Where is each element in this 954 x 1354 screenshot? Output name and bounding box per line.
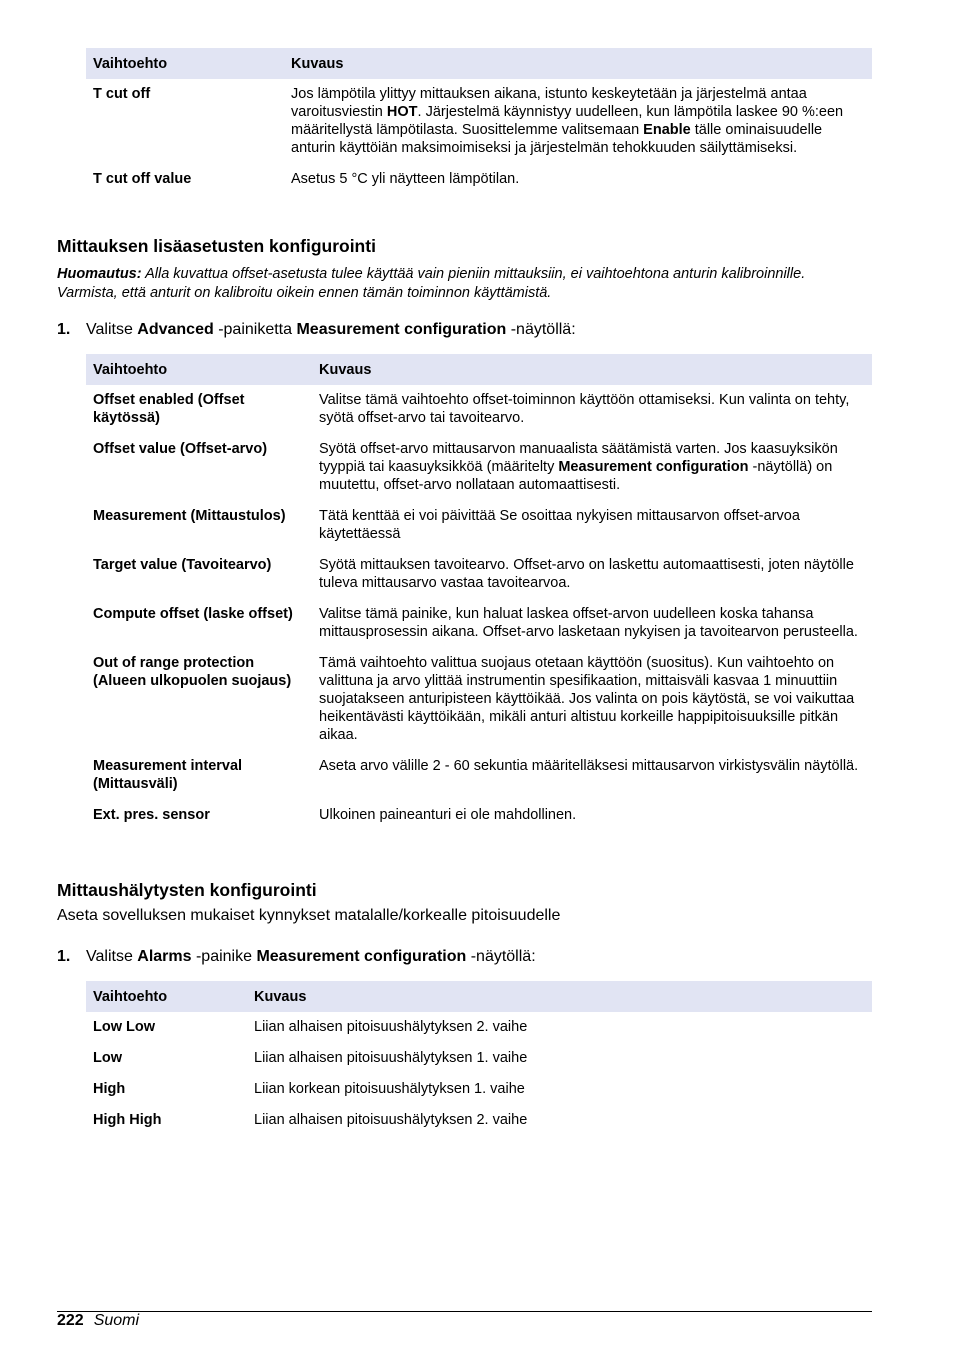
text-run: -näytöllä:	[466, 948, 536, 965]
text-run: Syötä mittauksen tavoitearvo. Offset-arvo on laskettu automaattisesti, joten näytölle tuleva mittausarvo vastaa tavoitearvoa.	[319, 557, 854, 591]
step-alarms	[57, 948, 536, 966]
text-run: Liian korkean pitoisuushälytyksen 1. vaihe	[254, 1081, 525, 1097]
option-description	[312, 648, 872, 751]
text-run: Liian alhaisen pitoisuushälytyksen 2. vaihe	[254, 1112, 528, 1128]
text-run: Asetus 5 °C yli näytteen lämpötilan.	[291, 171, 520, 187]
option-description	[284, 79, 872, 164]
alarms-intro: Aseta sovelluksen mukaiset kynnykset matalalle/korkealle pitoisuudelle	[57, 907, 561, 924]
text-run: -näytöllä) on muutettu, offset-arvo nollataan automaattisesti.	[319, 459, 833, 493]
temperature-options-table	[86, 48, 872, 195]
option-name: Target value (Tavoitearvo)	[93, 557, 272, 573]
section-heading-advanced: Mittauksen lisäasetusten konfigurointi	[57, 236, 376, 256]
table-row	[86, 599, 872, 648]
note-label: Huomautus:	[57, 266, 142, 282]
text-run: Jos lämpötila ylittyy mittauksen aikana, istunto keskeytetään ja järjestelmä antaa varoitusviestin	[291, 86, 807, 120]
table-row	[86, 1012, 872, 1043]
table-row	[86, 501, 872, 550]
step-number: 1.	[57, 321, 71, 338]
option-name: Out of range protection (Alueen ulkopuolen suojaus)	[93, 655, 292, 689]
table-row	[86, 800, 872, 831]
table-row	[86, 648, 872, 751]
table-row	[86, 1105, 872, 1136]
option-description	[247, 1043, 872, 1074]
table-header-row	[86, 354, 872, 385]
option-description	[312, 501, 872, 550]
table-row	[86, 1043, 872, 1074]
text-run: Aseta arvo välille 2 - 60 sekuntia määritelläksesi mittausarvon virkistysvälin näytöllä.	[319, 758, 859, 774]
text-run: -painiketta	[213, 321, 297, 338]
column-header-description: Kuvaus	[284, 48, 872, 79]
text-run: Tätä kenttää ei voi päivittää Se osoittaa nykyisen mittausarvon offset-arvoa käytettäessä	[319, 508, 800, 542]
option-name: T cut off	[93, 86, 151, 102]
text-run: Valitse tämä vaihtoehto offset-toiminnon käyttöön ottamiseksi. Kun valinta on tehty, syötä offset-arvo tai tavoitearvo.	[319, 392, 850, 426]
option-description	[247, 1074, 872, 1105]
bold-term: Measurement configuration	[256, 948, 467, 965]
step-advanced	[57, 321, 576, 339]
text-run: . Järjestelmä käynnistyy uudelleen, kun lämpötila laskee 90 %:een määritellystä lämpötilasta. Suosittelemme valitsemaan	[291, 104, 844, 138]
text-run: Tämä vaihtoehto valittua suojaus otetaan käyttöön (suositus). Kun vaihtoehto on valittuna ja arvo ylittää instrumentin spesifikaation, mittaisväli kasvaa 1 minuuttiin suojatakseen anturipisteen käyttöikää. Jos valinta on pois käytöstä, se voi vaikuttaa heikentävästi käyttöikään, mikäli anturi altistuu korkeille happipitoisuuksille pitkän aikaa.	[319, 655, 855, 743]
table-row	[86, 751, 872, 800]
footer-language: Suomi	[93, 1312, 140, 1329]
bold-term: Alarms	[137, 948, 192, 965]
text-run: -näytöllä:	[506, 321, 576, 338]
step-text	[86, 321, 576, 338]
text-run: Liian alhaisen pitoisuushälytyksen 2. vaihe	[254, 1019, 528, 1035]
bold-term: Advanced	[137, 321, 214, 338]
option-name: High High	[93, 1112, 162, 1128]
column-header-option: Vaihtoehto	[86, 354, 312, 385]
table-header-row	[86, 981, 872, 1012]
text-run: Valitse	[86, 321, 138, 338]
option-name: Offset enabled (Offset käytössä)	[93, 392, 245, 426]
option-name: High	[93, 1081, 126, 1097]
option-description	[247, 1105, 872, 1136]
bold-term: Enable	[643, 122, 691, 138]
option-description	[284, 164, 872, 195]
step-number: 1.	[57, 948, 71, 965]
note-paragraph	[57, 265, 857, 302]
option-name: Low Low	[93, 1019, 156, 1035]
option-name: Measurement interval (Mittausväli)	[93, 758, 243, 792]
column-header-description: Kuvaus	[247, 981, 872, 1012]
table-row	[86, 550, 872, 599]
text-run: Valitse	[86, 948, 138, 965]
option-description	[247, 1012, 872, 1043]
option-name: Offset value (Offset-arvo)	[93, 441, 268, 457]
column-header-option: Vaihtoehto	[86, 981, 247, 1012]
table-row	[86, 1074, 872, 1105]
section-heading-alarms: Mittaushälytysten konfigurointi	[57, 880, 317, 900]
table-row	[86, 434, 872, 501]
text-run: Liian alhaisen pitoisuushälytyksen 1. vaihe	[254, 1050, 528, 1066]
text-run: tälle ominaisuudelle anturin käyttöiän maksimoimiseksi ja järjestelmän tehokkuuden säilyttämiseksi.	[291, 122, 823, 156]
bold-term: Measurement configuration	[296, 321, 507, 338]
page-number: 222	[57, 1312, 84, 1329]
option-name: Low	[93, 1050, 122, 1066]
table-row	[86, 164, 872, 195]
option-description	[312, 550, 872, 599]
text-run: -painike	[191, 948, 257, 965]
table-row	[86, 385, 872, 434]
text-run: Syötä offset-arvo mittausarvon manuaalista säätämistä varten. Jos kaasuyksikön tyyppiä tai kaasuyksikköä (määritelty	[319, 441, 838, 475]
option-name: Ext. pres. sensor	[93, 807, 210, 823]
option-description	[312, 800, 872, 831]
text-run: Ulkoinen paineanturi ei ole mahdollinen.	[319, 807, 577, 823]
option-name: Compute offset (laske offset)	[93, 606, 293, 622]
option-description	[312, 751, 872, 800]
option-description	[312, 599, 872, 648]
page-footer	[57, 1312, 139, 1330]
column-header-description: Kuvaus	[312, 354, 872, 385]
column-header-option: Vaihtoehto	[86, 48, 284, 79]
option-name: Measurement (Mittaustulos)	[93, 508, 286, 524]
advanced-options-table	[86, 354, 872, 831]
text-run: Valitse tämä painike, kun haluat laskea offset-arvon uudelleen koska tahansa mittausprosessin aikana. Offset-arvo lasketaan nykyisen ja tavoitearvon perusteella.	[319, 606, 858, 640]
option-name: T cut off value	[93, 171, 192, 187]
option-description	[312, 385, 872, 434]
table-row	[86, 79, 872, 164]
footer-divider	[57, 1311, 872, 1312]
option-description	[312, 434, 872, 501]
note-text: Alla kuvattua offset-asetusta tulee käyttää vain pieniin mittauksiin, ei vaihtoehtona anturin kalibroinnille. Varmista, että anturit on kalibroitu oikein ennen tämän toiminnon käyttämistä.	[57, 266, 806, 301]
step-text	[86, 948, 536, 965]
alarm-options-table	[86, 981, 872, 1136]
bold-term: Measurement configuration	[558, 459, 749, 475]
bold-term: HOT	[386, 104, 418, 120]
table-header-row	[86, 48, 872, 79]
